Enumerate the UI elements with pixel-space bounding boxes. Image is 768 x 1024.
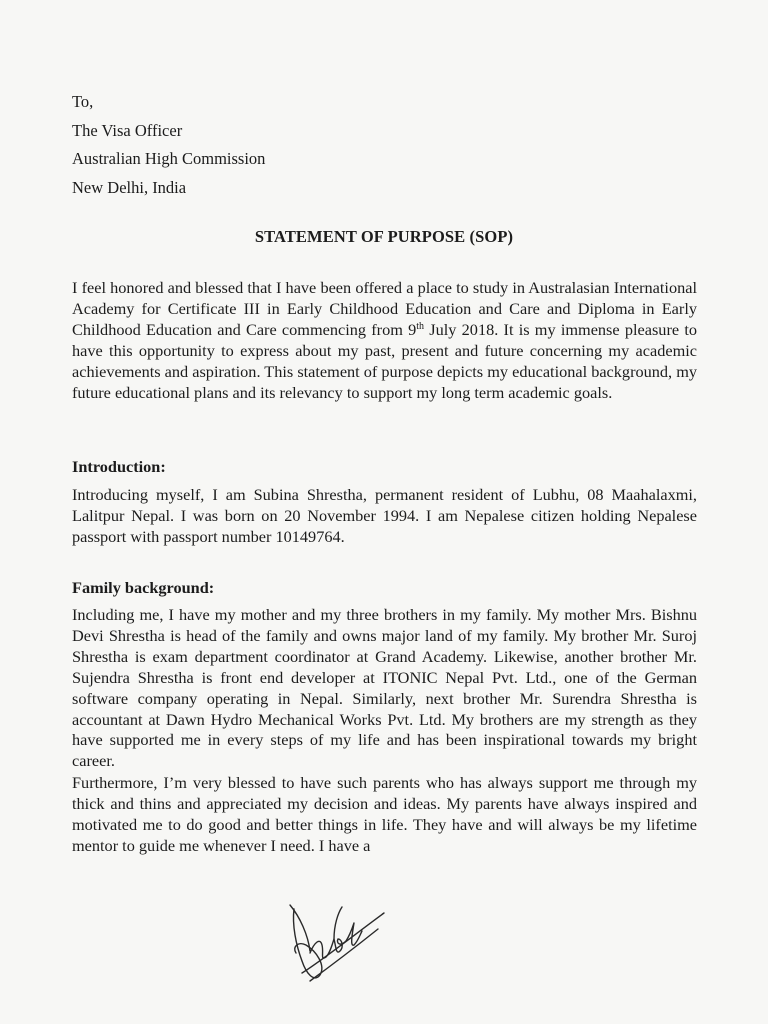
intro-paragraph-text-end: July 2018. It is my immense pleasure to have this opportunity to express about my past, present and future concerning my academic achievements and aspiration. This statement of purpose depicts my educational background, my future educational plans and its relevancy to support my long term academic goals.: [72, 319, 697, 402]
address-line-city: New Delhi, India: [72, 178, 187, 198]
address-line-commission: Australian High Commission: [72, 149, 266, 169]
introduction-heading: Introduction:: [72, 457, 166, 476]
signature-image: [280, 895, 390, 995]
recipient-address: [72, 88, 265, 203]
address-line-to: To,: [72, 92, 94, 111]
date-ordinal-suffix: th: [416, 320, 425, 332]
family-background-heading: Family background:: [72, 578, 215, 597]
introduction-paragraph: Introducing myself, I am Subina Shrestha, permanent resident of Lubhu, 08 Maahalaxmi, Lalitpur Nepal. I was born on 20 November 1994. I am Nepalese citizen holding Nepalese passport with passport number 10149764.: [72, 485, 697, 546]
intro-paragraph-text-start: I feel honored and blessed that I have been offered a place to study in Australasian International Academy for Certificate III in Early Childhood Education and Care and Diploma in Early Childhood Education and Care commencing from 9: [72, 278, 697, 339]
family-paragraph-2: Furthermore, I’m very blessed to have such parents who has always support me through my thick and thins and appreciated my decision and ideas. My parents have always inspired and motivated me to do good and better things in life. They have and will always be my lifetime mentor to guide me whenever I need. I have a: [72, 773, 697, 855]
document-title: STATEMENT OF PURPOSE (SOP): [254, 227, 514, 246]
address-line-officer: The Visa Officer: [72, 120, 183, 140]
intro-paragraph: [72, 278, 697, 403]
family-paragraph-1: Including me, I have my mother and my three brothers in my family. My mother Mrs. Bishnu Devi Shrestha is head of the family and owns major land of my family. My brother Mr. Suroj Shrestha is exam department coordinator at Grand Academy. Likewise, another brother Mr. Sujendra Shrestha is front end developer at ITONIC Nepal Pvt. Ltd., one of the German software company operating in Nepal. Similarly, next brother Mr. Surendra Shrestha is accountant at Dawn Hydro Mechanical Works Pvt. Ltd. My brothers are my strength as they have supported me in every steps of my life and has been inspirational towards my bright career.: [72, 605, 697, 771]
